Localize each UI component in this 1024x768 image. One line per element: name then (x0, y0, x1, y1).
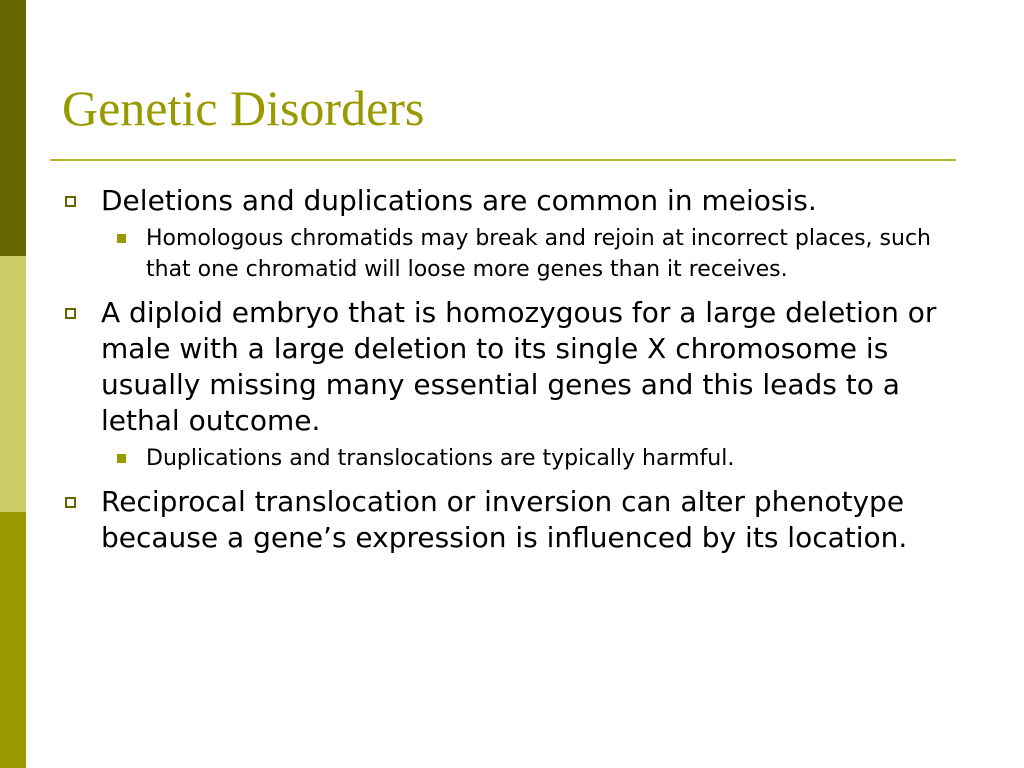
sub-bullet-item (60, 223, 980, 285)
slide-title: Genetic Disorders (62, 80, 425, 136)
bullet-text: Reciprocal translocation or inversion can alter phenotype because a gene’s expression is influenced by its location. (101, 485, 908, 554)
hollow-square-bullet-icon (65, 308, 76, 319)
hollow-square-bullet-icon (65, 196, 76, 207)
filled-square-bullet-icon (117, 454, 126, 463)
bullet-item (60, 183, 980, 219)
bullet-text: Deletions and duplications are common in meiosis. (101, 184, 817, 217)
sub-bullet-text: Homologous chromatids may break and rejoin at incorrect places, such that one chromatid will loose more genes than it receives. (146, 226, 931, 282)
bullet-item (60, 484, 980, 556)
sidebar-band-bottom (0, 512, 26, 768)
bullet-list (60, 183, 980, 560)
sidebar-decoration (0, 0, 26, 768)
sidebar-band-top (0, 0, 26, 256)
bullet-text: A diploid embryo that is homozygous for a large deletion or male with a large deletion to its single X chromosome is usually missing many essential genes and this leads to a lethal outcome. (101, 296, 937, 437)
title-underline (50, 159, 956, 161)
sub-bullet-item (60, 443, 980, 474)
sidebar-band-middle (0, 256, 26, 512)
bullet-item (60, 295, 980, 439)
filled-square-bullet-icon (117, 234, 126, 243)
hollow-square-bullet-icon (65, 497, 76, 508)
sub-bullet-text: Duplications and translocations are typically harmful. (146, 446, 735, 471)
